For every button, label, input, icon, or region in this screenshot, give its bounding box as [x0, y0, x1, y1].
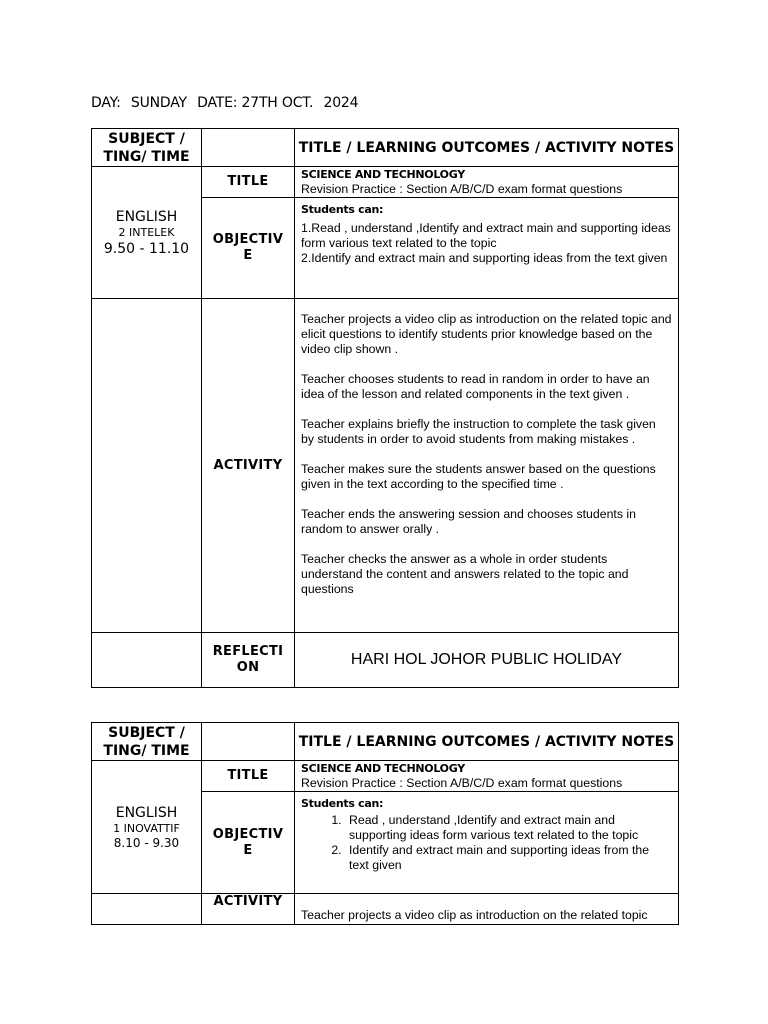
notes-header: TITLE / LEARNING OUTCOMES / ACTIVITY NOTES	[295, 129, 679, 167]
lesson-title: Revision Practice : Section A/B/C/D exam format questions	[301, 775, 623, 790]
activity-step: Teacher projects a video clip as introduction on the related topic and elicit questions to identify students prior knowledge based on the video clip shown .	[301, 312, 672, 356]
subject-cell	[92, 761, 202, 894]
objective-1: 1.Read , understand ,Identify and extract main and supporting ideas form various text related to the topic	[301, 221, 671, 250]
year-value: 2024	[323, 95, 359, 111]
objective-1: 1. Read , understand ,Identify and extract main and supporting ideas form various text related to the topic	[345, 813, 672, 843]
objective-cell	[295, 792, 679, 894]
empty-subject-cell	[92, 633, 202, 688]
empty-subject-cell	[92, 894, 202, 925]
lesson-plan-table-1	[91, 128, 679, 688]
title-label: TITLE	[202, 761, 295, 792]
objective-cell	[295, 198, 679, 299]
objective-list	[301, 813, 672, 873]
time-slot: 9.50 - 11.10	[103, 240, 190, 257]
activity-step: Teacher ends the answering session and chooses students in random to answer orally .	[301, 507, 636, 536]
activity-step: Teacher makes sure the students answer based on the questions given in the text according to the specified time .	[301, 462, 656, 491]
subject-header: SUBJECT / TING/ TIME	[92, 129, 202, 167]
activity-cell	[295, 299, 679, 633]
objective-label: OBJECTIVE	[202, 198, 295, 299]
theme: SCIENCE AND TECHNOLOGY	[301, 761, 465, 775]
activity-step: Teacher chooses students to read in random in order to have an idea of the lesson and related components in the text given .	[301, 372, 650, 401]
day-value: SUNDAY	[130, 95, 187, 111]
reflection-text: HARI HOL JOHOR PUBLIC HOLIDAY	[295, 633, 679, 688]
date-label: DATE: 27TH OCT.	[197, 95, 314, 111]
reflection-label: REFLECTION	[202, 633, 295, 688]
objective-2: 2. Identify and extract main and supporting ideas from the text given	[345, 843, 672, 873]
theme: SCIENCE AND TECHNOLOGY	[301, 167, 465, 181]
objective-2: 2.Identify and extract main and supporting ideas from the text given	[301, 251, 668, 265]
activity-step: Teacher projects a video clip as introduction on the related topic	[301, 908, 648, 922]
empty-header-cell	[202, 129, 295, 167]
title-label: TITLE	[202, 167, 295, 198]
subject-name: ENGLISH	[115, 208, 178, 225]
activity-cell	[295, 894, 679, 925]
day-date-header	[91, 95, 364, 111]
empty-subject-cell	[92, 299, 202, 633]
students-can: Students can:	[301, 203, 384, 216]
activity-step: Teacher checks the answer as a whole in order students understand the content and answers related to the topic and questions	[301, 552, 629, 596]
subject-header: SUBJECT / TING/ TIME	[92, 723, 202, 761]
time-slot: 8.10 - 9.30	[113, 836, 180, 850]
day-label: DAY:	[91, 95, 121, 111]
lesson-title: Revision Practice : Section A/B/C/D exam format questions	[301, 181, 623, 196]
notes-header: TITLE / LEARNING OUTCOMES / ACTIVITY NOTES	[295, 723, 679, 761]
activity-label: ACTIVITY	[202, 894, 295, 925]
lesson-plan-table-2	[91, 722, 679, 925]
activity-label: ACTIVITY	[202, 299, 295, 633]
subject-name: ENGLISH	[115, 805, 178, 821]
title-cell	[295, 761, 679, 792]
objective-label: OBJECTIVE	[202, 792, 295, 894]
activity-step: Teacher explains briefly the instruction to complete the task given by students in order to avoid students from making mistakes .	[301, 417, 656, 446]
class-name: 2 INTELEK	[118, 225, 175, 239]
students-can: Students can:	[301, 797, 384, 810]
title-cell	[295, 167, 679, 198]
empty-header-cell	[202, 723, 295, 761]
class-name: 1 INOVATTIF	[113, 822, 180, 835]
subject-cell	[92, 167, 202, 299]
